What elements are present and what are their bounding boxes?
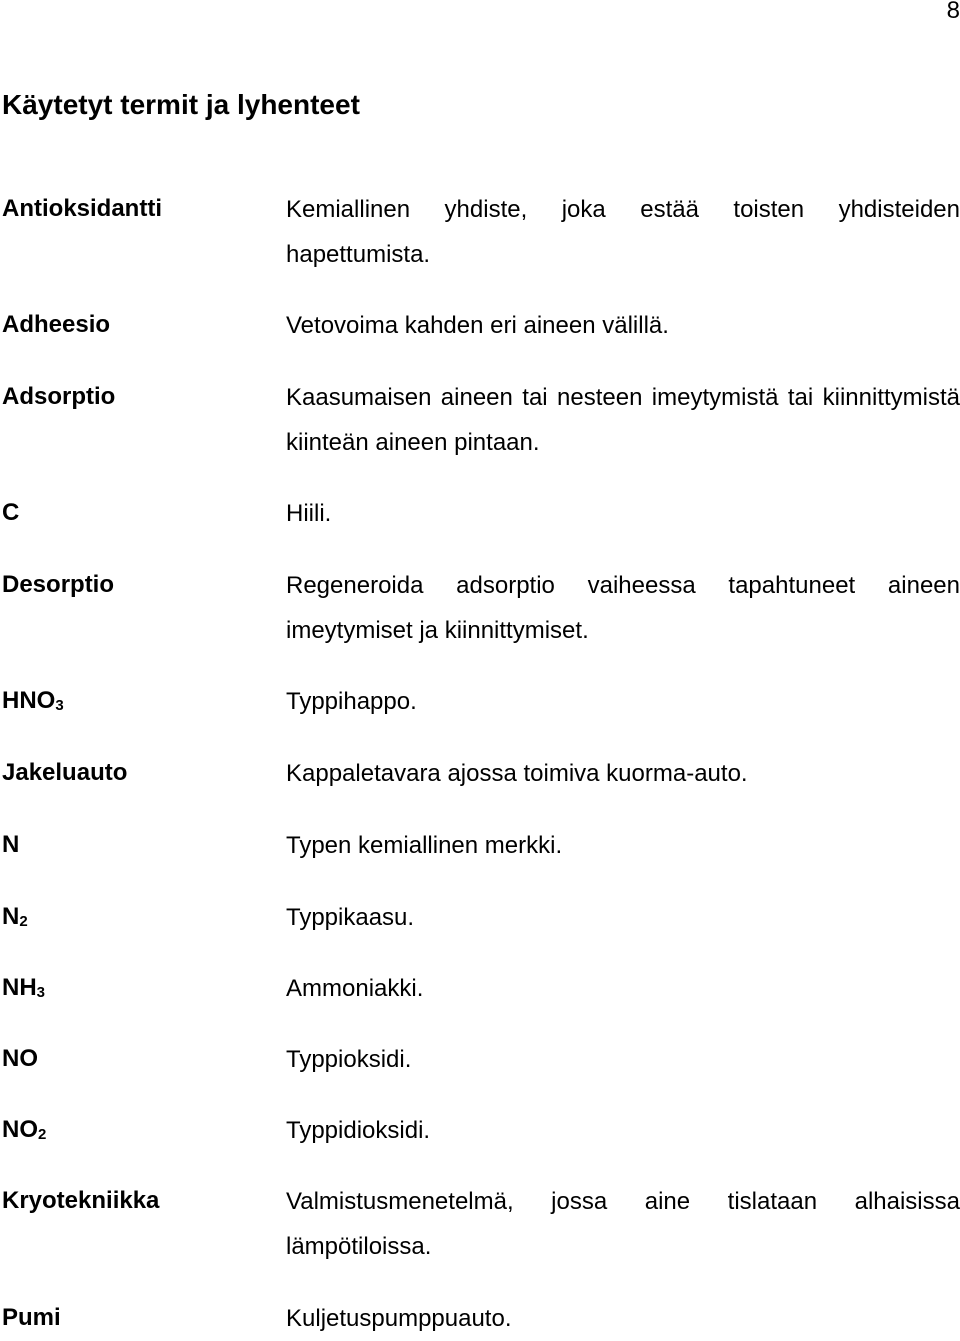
term-name-text: Adsorptio — [2, 383, 116, 410]
term-name-text: N — [2, 903, 20, 930]
term-name — [2, 902, 272, 935]
term-name — [2, 1303, 272, 1333]
term-name-subscript: 3 — [36, 984, 46, 1001]
page-title: Käytetyt termit ja lyhenteet — [2, 89, 360, 120]
term-name-text: Kryotekniikka — [2, 1187, 160, 1214]
term-definition: Typpikaasu. — [286, 904, 415, 931]
term-name — [2, 1044, 272, 1074]
term-definition: Typpidioksidi. — [286, 1117, 431, 1144]
term-name-text: Pumi — [2, 1304, 61, 1331]
term-definition: Typpihappo. — [286, 688, 417, 715]
term-name — [2, 1186, 272, 1216]
term-name-text: N — [2, 831, 20, 858]
term-name-text: C — [2, 499, 20, 526]
page-number: 8 — [946, 0, 960, 24]
term-definition: Kappaletavara ajossa toimiva kuorma-auto. — [286, 760, 748, 787]
term-definition: Kuljetuspumppuauto. — [286, 1305, 512, 1332]
term-name-text: Adheesio — [2, 311, 111, 338]
term-name-text: Jakeluauto — [2, 759, 128, 786]
term-definition: Typpioksidi. — [286, 1046, 412, 1073]
term-name-text: NH — [2, 974, 37, 1001]
term-name-text: Desorptio — [2, 571, 115, 598]
term-definition: Regeneroida adsorptio vaiheessa tapahtuneet aineen imeytymiset ja kiinnittymiset. — [286, 572, 960, 644]
term-name-text: NO — [2, 1045, 38, 1072]
term-name — [2, 1115, 272, 1148]
term-definition: Valmistusmenetelmä, jossa aine tislataan alhaisissa lämpötiloissa. — [286, 1188, 960, 1260]
term-definition: Vetovoima kahden eri aineen välillä. — [286, 312, 669, 339]
term-name-text: NO — [2, 1116, 38, 1143]
term-name — [2, 973, 272, 1006]
term-name — [2, 382, 272, 412]
term-name-subscript: 2 — [19, 913, 28, 930]
term-name — [2, 830, 272, 860]
term-definition: Kaasumaisen aineen tai nesteen imeytymistä tai kiinnittymistä kiinteän aineen pintaan. — [286, 384, 960, 456]
term-name — [2, 758, 272, 788]
term-name-text: HNO — [2, 687, 56, 714]
term-definition: Ammoniakki. — [286, 975, 424, 1002]
term-name — [2, 194, 272, 224]
term-name — [2, 310, 272, 340]
term-name — [2, 570, 272, 600]
term-name — [2, 498, 272, 528]
term-definition: Typen kemiallinen merkki. — [286, 832, 563, 859]
term-definition: Kemiallinen yhdiste, joka estää toisten yhdisteiden hapettumista. — [286, 196, 960, 268]
term-name-subscript: 2 — [38, 1126, 47, 1143]
term-definition: Hiili. — [286, 500, 332, 527]
term-name-text: Antioksidantti — [2, 195, 162, 222]
term-name-subscript: 3 — [55, 697, 64, 714]
term-name — [2, 686, 272, 719]
